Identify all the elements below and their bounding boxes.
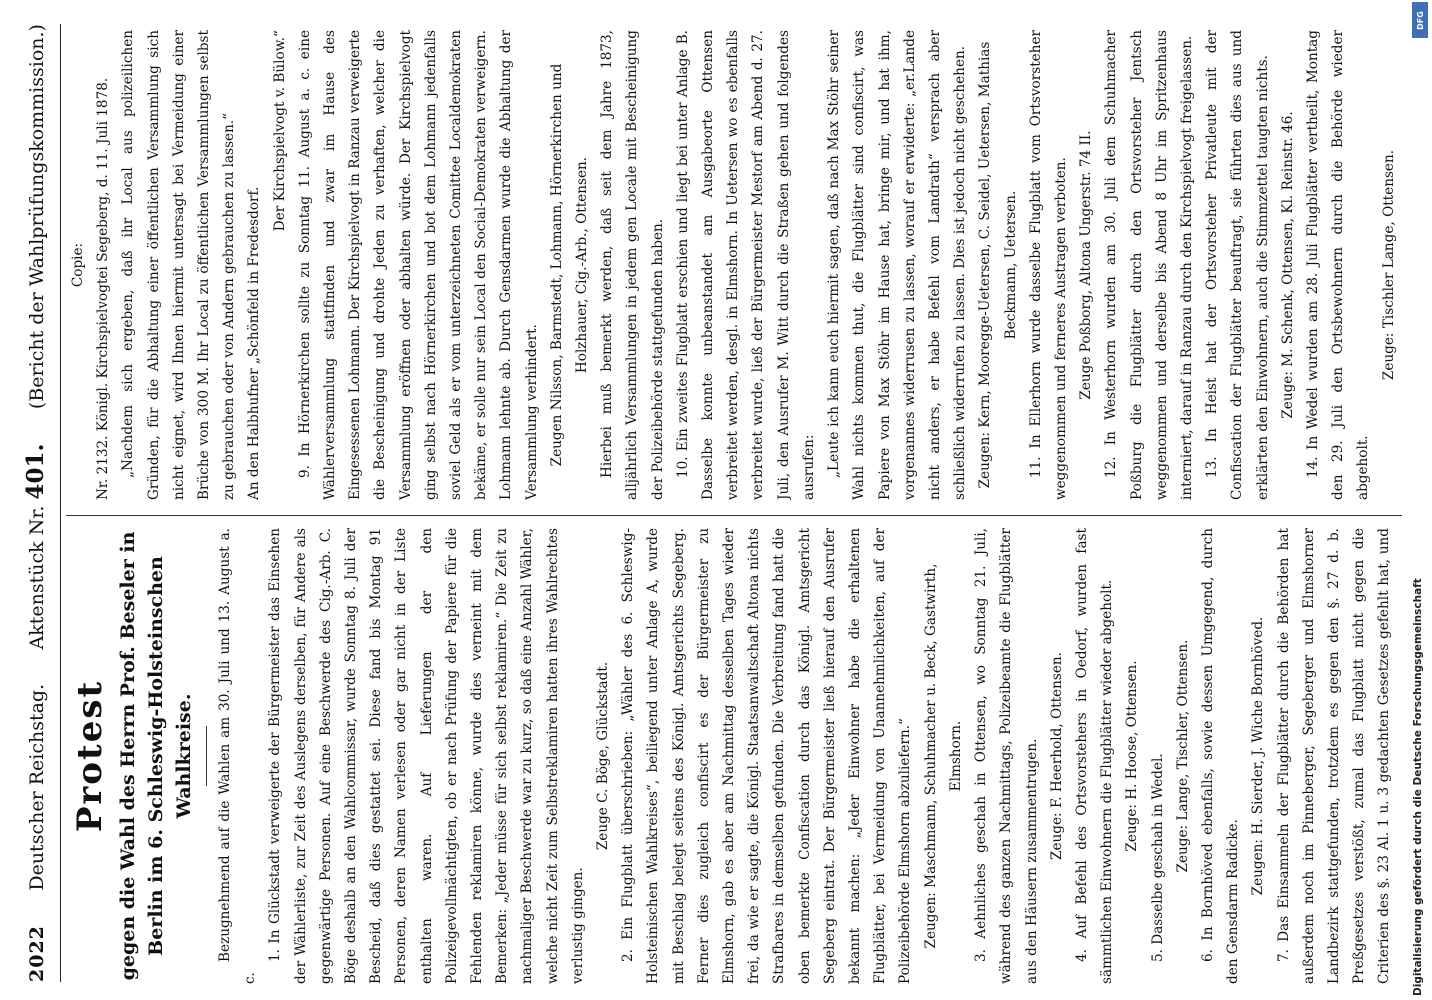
paragraph: 9. In Hörnerkirchen sollte zu Sonntag 11. August a. c. eine Wählerversammlung stattfinden und zwar im Hause des Eingesessenen Lohmann. Der Kirchspielvogt in Ranzau verweigerte die Bescheinigung und drohte Jeden zu verhaften, welcher die Versammlung eröffnen oder abhalten würde. Der Kirchspielvogt ging selbst nach Hörnerkirchen und bot dem Lohmann jedenfalls soviel Geld als er vom unterzeichneten Comittee Localdemokraten bekäme, er solle nur sein Local den Social-Demokraten verweigern. Lohmann lehnte ab. Durch Gensdarmen wurde die Abhaltung der Versammlung verhindert. — [296, 30, 540, 500]
page-header — [22, 24, 61, 982]
aktenstueck-label: Aktenstück Nr. — [26, 505, 48, 650]
paragraph: 2. Ein Flugblatt überschrieben: „Wähler des 6. Schleswig-Holsteinischen Wahlkreises“, beiliegend unter Anlage A, wurde mit Beschlag belegt seitens des Königl. Amtsgerichts Segeberg. Ferner dies zugleich confiscirt es der Bürgermeister zu Elmshorn, gab es aber am Nachmittag desselben Tages wieder frei, da wie er sagte, die Königl. Staatsanwaltschaft Altona nichts Strafbares in demselben gefunden. Die Verbreitung fand hatt die oben bemerkte Confiscation durch das Königl. Amtsgericht Segeberg eintrat. Der Bürgermeister ließ hierauf den Ausrufer bekannt machen: „Jeder Einwohner habe die erhaltenen Flugblätter, bei Vermeidung von Unannehmlichkeiten, auf der Polizeibehörde Elmshorn abzuliefern.“ — [620, 528, 914, 984]
title-line-3: Berlin im 6. Schleswig-Holsteinschen — [145, 556, 167, 956]
digitization-credit-text: Digitalisierung gefördert durch die Deutsche Forschungsgemeinschaft — [1412, 578, 1424, 996]
paragraph: 13. In Heist hat der Ortsvorsteher Privatleute mit der Confiscation der Flugblätter beauftragt, sie führten dies aus und erklärten den Einwohnern, auch die Stimmzettel taugten nichts. — [1204, 30, 1271, 500]
page-number: 2022 — [26, 925, 48, 982]
paragraph: Zeugen Nilsson, Barmstedt, Lohmann, Hörnerkirchen und Holzhauer, Cig.-Arb., Ottensen. — [548, 63, 591, 467]
paragraph: Zeuge: M. Schenk, Ottensen, Kl. Reinstr. 46. — [1279, 111, 1296, 419]
left-column — [66, 528, 1402, 984]
paragraph: „Leute ich kann euch hiermit sagen, daß nach Max Stöhr seiner Wahl nichts kommen thut, die Flugblätter sind confiscirt, was Papiere von Max Stöhr im Hause hat, bringe mir, und hat ihm, vorgenannes widerrusen zu lassen, worauf er erwiderte: „er.Lande nicht anders, er habe Befehl vom Landrath“ versprach aber schließlich widerrufen zu lassen. Dies ist jedoch nicht geschehen. — [826, 30, 969, 500]
column-divider — [66, 515, 1402, 516]
paragraph: Zeuge: F. Heerhold, Ottensen. — [1048, 652, 1065, 860]
paragraph: 7. Das Einsammeln der Flugblätter durch die Behörden hat außerdem noch im Pinneberger, Segeberger und Elmshorner Landbezirk stattgefunden, trotzdem es gegen den §. 27 d. b. Preßgesetzes verstößt, zumal das Flugblatt nicht gegen die Criterien des §. 23 Al. 1 u. 3 gedachten Gesetzes gefehlt hat, und — [1275, 528, 1393, 984]
paragraph: Zeuge Poßborg, Altona Ungerstr. 74 II. — [1078, 130, 1095, 400]
digitization-credit — [1410, 430, 1428, 1000]
paragraph: Zeuge: H. Hoose, Ottensen. — [1124, 660, 1141, 852]
paragraph: Zeugen: Kern, Mooregge-Uetersen, C. Seidel, Uetersen, Mathias Beckmann, Uetersen. — [977, 41, 1019, 489]
publication-title: Deutscher Reichstag. — [26, 683, 48, 891]
right-paragraphs — [66, 30, 1402, 500]
paragraph: 12. In Westerhorn wurden am 30. Juli dem Schuhmacher Poßburg die Flugblätter durch den Ortsvorsteher Jentsch weggenommen und derselbe bis Abend 8 Uhr im Spritzenhaus interniert, darauf in Ranzau durch den Kirchspielvogt freigelassen. — [1103, 30, 1195, 500]
paragraph: „Nachdem sich ergeben, daß ihr Local aus polizeilichen Gründen, für die Abhaltung einer öffentlichen Versammlung sich nicht eignet, wird Ihnen hiermit untersagt bei Vermeidung einer Brüche von 300 M. Ihr Local zu öffentlichen Versammlungen selbst zu gebrauchen oder von Andern gebrauchen zu lassen.“ — [120, 30, 238, 500]
title-line-4: Wahlkreise. — [173, 693, 195, 819]
aktenstueck — [22, 444, 49, 650]
paragraph: 4. Auf Befehl des Ortsvorstehers in Oedorf, wurden fast sämmtlichen Einwohnern die Flugblätter wieder abgeholt. — [1073, 528, 1116, 984]
document-title: Protest — [70, 679, 110, 833]
paragraph: Copie: — [70, 242, 86, 288]
dfg-logo-text: DFG — [1415, 10, 1425, 30]
dfg-logo — [1412, 2, 1428, 38]
paragraph: Hierbei muß bemerkt werden, daß seit dem Jahre 1873, alljährlich Versammlungen in jedem gen Locale mit Bescheinigung der Polizeibehörde stattgefunden haben. — [599, 30, 666, 500]
paragraph: Bezugnehmend auf die Wahlen am 30. Juli und 13. August a. c. — [217, 528, 259, 984]
paragraph: Der Kirchspielvogt v. Bülow.“ — [271, 30, 288, 232]
paragraph: Zeugen: H. Sierder, J. Wiche Bornhöved. — [1250, 616, 1267, 896]
paragraph: 6. In Bornhöved ebenfalls, sowie dessen Umgegend, durch den Gensdarm Radicke. — [1199, 528, 1242, 984]
paragraph: An den Halbhufner „Schönfeld in Fredesdorf. — [246, 186, 263, 500]
aktenstueck-number: 401. — [22, 443, 49, 500]
paragraph: 5. Dasselbe geschah in Wedel. — [1149, 753, 1166, 962]
title-line-2: gegen die Wahl des Herrn Prof. Beseler in — [117, 531, 139, 981]
paragraph: Zeugen: Maschmann, Schuhmacher u. Beck, Gastwirth, Elmshorn. — [922, 563, 964, 949]
right-column — [66, 30, 1402, 500]
title-divider — [206, 726, 207, 786]
paragraph: Nr. 2132. Königl. Kirchspielvogtei Segeberg, d. 11. Juli 1878. — [95, 77, 112, 500]
report-subtitle: (Bericht der Wahlprüfungskommission.) — [26, 24, 48, 410]
paragraph: 14. In Wedel wurden am 28. Juli Flugblätter vertheilt, Montag den 29. Juli den Ortsbewohnern durch die Behörde wieder abgeholt. — [1304, 30, 1372, 500]
paragraph: 1. In Glückstadt verweigerte der Bürgermeister das Einsehen der Wählerliste, zur Zeit des Auslegens derselben, für Andere als gegenwärtige Personen. Auf eine Beschwerde des Cig.-Arb. C. Böge deshalb an den Wahlcommissar, wurde Sonntag 8. Juli der Bescheid, daß dies gestattet sei. Diese fand bis Montag 91 Personen, deren Namen verlesen oder gar nicht in der Liste enthalten waren. Auf Lieferungen der den Polizeigevollmächtigten, ob er nach Prüfung der Papiere für die Fehlenden reklamiren könne, wurde dies verneint mit dem Bemerken: „Jeder müsse für sich selbst reklamiren.“ Die Zeit zu nachmaliger Beschwerde war zu kurz, so daß eine Anzahl Wähler, welche nicht Zeit zum Selbstreklamiren hatten ihres Wahlrechtes verlustig gingen. — [267, 528, 586, 984]
left-paragraphs — [213, 528, 1402, 984]
paragraph: Zeuge: Tischler Lange, Ottensen. — [1380, 149, 1397, 381]
paragraph: 3. Aehnliches geschah in Ottensen, wo Sonntag 21. Juli, während des ganzen Nachmittags, Polizeibeamte die Flugblätter aus den Häusern zusammentrugen. — [973, 528, 1040, 984]
paragraph: 11. In Ellerhorn wurde dasselbe Flugblatt vom Ortsvorsteher weggenommen und ferneres Austragen verboten. — [1027, 30, 1069, 500]
paragraph: Zeuge: Lange, Tischler, Ottensen. — [1174, 639, 1191, 873]
paragraph: Zeuge C. Böge, Glückstadt. — [595, 661, 612, 851]
paragraph: 10. Ein zweites Flugblatt erschien und liegt bei unter Anlage B. Dasselbe konnte unbeanstandet am Ausgabeorte Ottensen verbreitet werden, desgl. in Elmshorn. In Uetersen wo es ebenfalls verbreitet wurde, ließ der Bürgermeister Mestorf am Abend d. 27. Juli, den Ausrufer M. Witt durch die Straßen gehen und folgendes ausrufen: — [674, 30, 817, 500]
